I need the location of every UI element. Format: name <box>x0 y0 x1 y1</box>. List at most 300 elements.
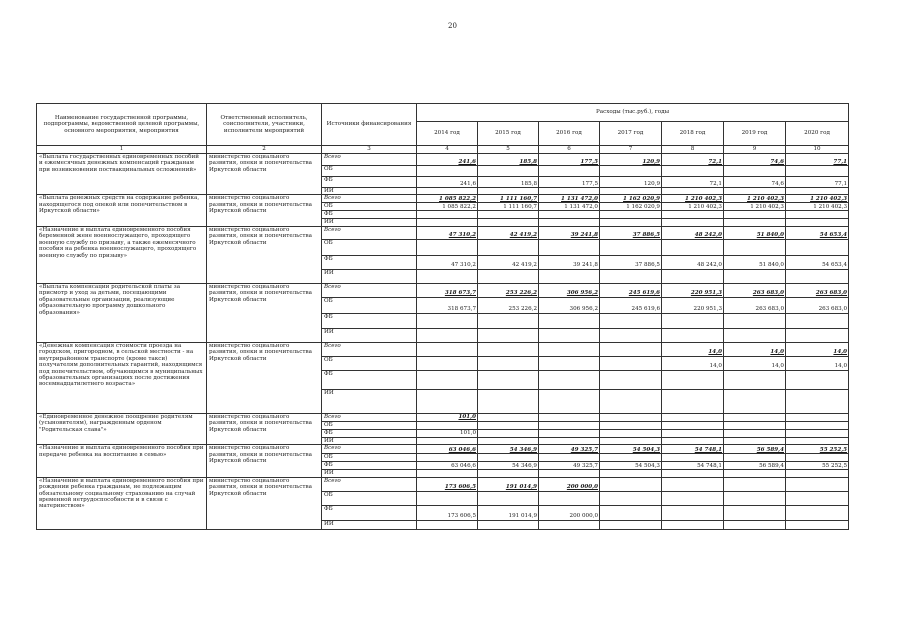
value-cell <box>417 520 478 529</box>
value-cell <box>724 219 786 226</box>
value-cell <box>539 356 600 370</box>
value-cell <box>478 239 539 255</box>
value-cell <box>478 520 539 529</box>
funding-source: Всего <box>322 477 417 491</box>
value-cell <box>786 437 849 444</box>
value-cell <box>600 454 662 462</box>
funding-source: ФБ <box>322 255 417 269</box>
total-value-cell: 185,8 <box>478 154 539 166</box>
value-cell <box>417 421 478 429</box>
value-cell <box>662 219 724 226</box>
value-cell <box>417 211 478 219</box>
value-cell: 191 014,9 <box>478 505 539 520</box>
value-cell: 37 886,5 <box>600 255 662 269</box>
value-cell <box>539 313 600 328</box>
value-cell <box>600 437 662 444</box>
value-cell <box>539 421 600 429</box>
value-cell <box>417 437 478 444</box>
total-value-cell: 51 840,0 <box>724 226 786 239</box>
total-value-cell: 318 673,7 <box>417 283 478 297</box>
total-value-cell <box>539 413 600 421</box>
value-cell <box>724 188 786 195</box>
value-cell <box>600 520 662 529</box>
total-value-cell: 77,1 <box>786 154 849 166</box>
value-cell <box>724 421 786 429</box>
value-cell <box>478 437 539 444</box>
activity-name: «Денежная компенсация стоимости проезда на городском, пригородном, в сельской местности - на внутрирайонном транспорте (кроме такси) получателям дополнительных гарантий, находящимся под попечительством, обучающимся в муниципальных образовательных организациях после достижения восемнадцатилетнего возраста» <box>37 342 207 413</box>
funding-source: ФБ <box>322 177 417 188</box>
value-cell <box>600 188 662 195</box>
value-cell <box>600 211 662 219</box>
value-cell <box>662 239 724 255</box>
value-cell <box>539 219 600 226</box>
funding-source: ИИ <box>322 188 417 195</box>
column-number: 4 <box>417 146 478 154</box>
value-cell <box>724 454 786 462</box>
activity-executor: министерство социального развития, опеки и попечительства Иркутской области <box>207 283 322 342</box>
value-cell <box>417 370 478 389</box>
value-cell <box>478 421 539 429</box>
value-cell <box>662 269 724 283</box>
total-value-cell <box>417 342 478 356</box>
total-value-cell: 74,6 <box>724 154 786 166</box>
total-value-cell: 200 000,0 <box>539 477 600 491</box>
header-year: 2016 год <box>539 122 600 146</box>
total-value-cell: 54 748,1 <box>662 445 724 454</box>
value-cell <box>539 370 600 389</box>
value-cell <box>417 389 478 413</box>
value-cell: 120,9 <box>600 177 662 188</box>
value-cell: 72,1 <box>662 177 724 188</box>
value-cell: 220 951,3 <box>662 297 724 313</box>
funding-source: ИИ <box>322 219 417 226</box>
total-value-cell: 306 956,2 <box>539 283 600 297</box>
total-value-cell: 173 606,5 <box>417 477 478 491</box>
activity-name: «Назначение и выплата единовременного пособия беременной жене военнослужащего, проходящего военную службу по призыву, а также ежемесячного пособия на ребенка военнослужащего, проходящего военную службу по призыву» <box>37 226 207 283</box>
value-cell <box>662 421 724 429</box>
funding-source: Всего <box>322 195 417 203</box>
value-cell: 56 589,4 <box>724 462 786 470</box>
value-cell <box>600 328 662 342</box>
value-cell: 55 252,5 <box>786 462 849 470</box>
column-number: 10 <box>786 146 849 154</box>
value-cell <box>417 491 478 505</box>
value-cell <box>724 470 786 477</box>
value-cell: 63 046,6 <box>417 462 478 470</box>
value-cell: 77,1 <box>786 177 849 188</box>
value-cell <box>600 370 662 389</box>
value-cell <box>786 211 849 219</box>
funding-source: ИИ <box>322 328 417 342</box>
page-number: 20 <box>448 22 457 30</box>
funding-source: ОБ <box>322 166 417 177</box>
activity-name: «Выплата государственных единовременных пособий и ежемесячных денежных компенсаций гражданам при возникновении поствакцинальных осложнений» <box>37 154 207 195</box>
value-cell <box>478 370 539 389</box>
value-cell <box>539 269 600 283</box>
total-value-cell: 14,0 <box>724 342 786 356</box>
value-cell: 1 111 160,7 <box>478 203 539 211</box>
value-cell <box>478 219 539 226</box>
value-cell <box>600 429 662 437</box>
value-cell <box>417 356 478 370</box>
value-cell <box>417 313 478 328</box>
funding-source: Всего <box>322 154 417 166</box>
value-cell <box>478 328 539 342</box>
value-cell <box>786 219 849 226</box>
total-value-cell: 263 683,0 <box>786 283 849 297</box>
value-cell <box>662 328 724 342</box>
total-value-cell: 177,5 <box>539 154 600 166</box>
value-cell: 54 748,1 <box>662 462 724 470</box>
funding-source: ФБ <box>322 462 417 470</box>
value-cell <box>478 491 539 505</box>
value-cell: 1 210 402,3 <box>662 203 724 211</box>
column-number: 2 <box>207 146 322 154</box>
value-cell <box>600 389 662 413</box>
total-value-cell: 14,0 <box>786 342 849 356</box>
value-cell <box>786 239 849 255</box>
value-cell: 306 956,2 <box>539 297 600 313</box>
funding-source: Всего <box>322 283 417 297</box>
value-cell: 47 310,2 <box>417 255 478 269</box>
total-value-cell: 54 504,3 <box>600 445 662 454</box>
value-cell: 253 226,2 <box>478 297 539 313</box>
total-value-cell <box>478 342 539 356</box>
total-value-cell <box>478 413 539 421</box>
value-cell <box>417 188 478 195</box>
funding-source: Всего <box>322 413 417 421</box>
value-cell <box>539 454 600 462</box>
column-number: 8 <box>662 146 724 154</box>
value-cell <box>600 356 662 370</box>
value-cell <box>539 328 600 342</box>
column-number: 3 <box>322 146 417 154</box>
table-row <box>37 154 849 166</box>
value-cell <box>417 470 478 477</box>
value-cell: 49 325,7 <box>539 462 600 470</box>
value-cell: 39 241,8 <box>539 255 600 269</box>
value-cell <box>724 166 786 177</box>
total-value-cell: 1 131 472,0 <box>539 195 600 203</box>
value-cell <box>539 188 600 195</box>
table-row <box>37 195 849 203</box>
funding-source: ФБ <box>322 370 417 389</box>
total-value-cell: 55 252,5 <box>786 445 849 454</box>
value-cell <box>478 313 539 328</box>
value-cell <box>478 166 539 177</box>
funding-source: ФБ <box>322 211 417 219</box>
total-value-cell <box>539 342 600 356</box>
activity-name: «Выплата компенсации родительской платы за присмотр и уход за детьми, посещающими образовательные организации, реализующие образовательную программу дошкольного образования» <box>37 283 207 342</box>
funding-source: ИИ <box>322 520 417 529</box>
value-cell <box>724 269 786 283</box>
value-cell <box>478 211 539 219</box>
value-cell <box>662 188 724 195</box>
header-year: 2020 год <box>786 122 849 146</box>
value-cell: 200 000,0 <box>539 505 600 520</box>
value-cell <box>724 491 786 505</box>
activity-executor: министерство социального развития, опеки и попечительства Иркутской области <box>207 477 322 529</box>
total-value-cell: 14,0 <box>662 342 724 356</box>
value-cell <box>539 389 600 413</box>
funding-source: ОБ <box>322 297 417 313</box>
value-cell: 263 683,0 <box>724 297 786 313</box>
total-value-cell <box>786 477 849 491</box>
value-cell: 42 419,2 <box>478 255 539 269</box>
total-value-cell: 48 242,0 <box>662 226 724 239</box>
total-value-cell: 253 226,2 <box>478 283 539 297</box>
total-value-cell <box>724 477 786 491</box>
total-value-cell: 56 589,4 <box>724 445 786 454</box>
value-cell <box>724 239 786 255</box>
value-cell <box>724 520 786 529</box>
value-cell <box>662 491 724 505</box>
value-cell <box>662 166 724 177</box>
table-body <box>37 104 849 530</box>
header-year: 2014 год <box>417 122 478 146</box>
value-cell <box>478 389 539 413</box>
value-cell <box>539 520 600 529</box>
value-cell <box>600 470 662 477</box>
value-cell: 241,6 <box>417 177 478 188</box>
funding-source: ИИ <box>322 269 417 283</box>
value-cell <box>600 421 662 429</box>
funding-source: ФБ <box>322 313 417 328</box>
value-cell: 1 162 020,9 <box>600 203 662 211</box>
value-cell: 1 210 402,3 <box>786 203 849 211</box>
value-cell: 177,5 <box>539 177 600 188</box>
value-cell: 101,0 <box>417 429 478 437</box>
value-cell <box>417 219 478 226</box>
funding-source: ФБ <box>322 429 417 437</box>
header-year: 2019 год <box>724 122 786 146</box>
total-value-cell: 1 111 160,7 <box>478 195 539 203</box>
funding-source: ОБ <box>322 239 417 255</box>
value-cell <box>539 211 600 219</box>
value-cell <box>662 389 724 413</box>
value-cell: 54 346,9 <box>478 462 539 470</box>
activity-executor: министерство социального развития, опеки и попечительства Иркутской области <box>207 154 322 195</box>
value-cell: 48 242,0 <box>662 255 724 269</box>
value-cell <box>662 429 724 437</box>
value-cell <box>786 188 849 195</box>
value-cell <box>539 437 600 444</box>
total-value-cell: 263 683,0 <box>724 283 786 297</box>
activity-name: «Назначение и выплата единовременного пособия при передаче ребенка на воспитание в семью» <box>37 445 207 477</box>
value-cell <box>724 389 786 413</box>
value-cell <box>724 505 786 520</box>
value-cell <box>600 505 662 520</box>
value-cell <box>662 454 724 462</box>
total-value-cell <box>662 477 724 491</box>
total-value-cell: 1 162 020,9 <box>600 195 662 203</box>
total-value-cell: 120,9 <box>600 154 662 166</box>
header-year: 2018 год <box>662 122 724 146</box>
value-cell <box>786 421 849 429</box>
value-cell: 318 673,7 <box>417 297 478 313</box>
header-name: Наименование государственной программы, подпрограммы, ведомственной целевой программы, основного мероприятия, мероприятия <box>37 104 207 146</box>
value-cell: 185,8 <box>478 177 539 188</box>
value-cell <box>724 313 786 328</box>
funding-source: ОБ <box>322 454 417 462</box>
value-cell <box>724 211 786 219</box>
table-row <box>37 413 849 421</box>
value-cell <box>662 313 724 328</box>
value-cell: 14,0 <box>786 356 849 370</box>
value-cell <box>786 389 849 413</box>
funding-source: ОБ <box>322 356 417 370</box>
value-cell <box>786 491 849 505</box>
value-cell <box>662 437 724 444</box>
activity-executor: министерство социального развития, опеки и попечительства Иркутской области <box>207 445 322 477</box>
value-cell <box>539 429 600 437</box>
value-cell <box>786 328 849 342</box>
total-value-cell: 42 419,2 <box>478 226 539 239</box>
total-value-cell: 241,6 <box>417 154 478 166</box>
value-cell: 1 210 402,3 <box>724 203 786 211</box>
value-cell <box>539 491 600 505</box>
value-cell <box>786 520 849 529</box>
value-cell <box>539 166 600 177</box>
activity-executor: министерство социального развития, опеки и попечительства Иркутской области <box>207 195 322 226</box>
value-cell: 263 683,0 <box>786 297 849 313</box>
column-number: 6 <box>539 146 600 154</box>
activity-name: «Выплата денежных средств на содержание ребенка, находящегося под опекой или попечительством в Иркутской области» <box>37 195 207 226</box>
value-cell <box>417 239 478 255</box>
activity-executor: министерство социального развития, опеки и попечительства Иркутской области <box>207 413 322 444</box>
value-cell <box>417 454 478 462</box>
total-value-cell: 101,0 <box>417 413 478 421</box>
value-cell <box>539 470 600 477</box>
total-value-cell: 54 346,9 <box>478 445 539 454</box>
total-value-cell <box>724 413 786 421</box>
total-value-cell <box>786 413 849 421</box>
value-cell: 14,0 <box>724 356 786 370</box>
header-numbers-row <box>37 146 849 154</box>
value-cell <box>600 239 662 255</box>
total-value-cell: 245 619,6 <box>600 283 662 297</box>
value-cell <box>478 269 539 283</box>
funding-source: ОБ <box>322 203 417 211</box>
table-row <box>37 445 849 454</box>
funding-source: Всего <box>322 226 417 239</box>
value-cell: 54 504,3 <box>600 462 662 470</box>
header-executor: Ответственный исполнитель, соисполнители, участники, исполнители мероприятий <box>207 104 322 146</box>
value-cell <box>662 520 724 529</box>
total-value-cell: 220 951,3 <box>662 283 724 297</box>
column-number: 7 <box>600 146 662 154</box>
value-cell: 74,6 <box>724 177 786 188</box>
header-year: 2015 год <box>478 122 539 146</box>
total-value-cell: 1 210 402,3 <box>662 195 724 203</box>
value-cell <box>786 370 849 389</box>
value-cell <box>600 269 662 283</box>
value-cell <box>417 269 478 283</box>
value-cell: 51 840,0 <box>724 255 786 269</box>
funding-source: Всего <box>322 342 417 356</box>
value-cell: 1 131 472,0 <box>539 203 600 211</box>
header-year: 2017 год <box>600 122 662 146</box>
table-row <box>37 477 849 491</box>
total-value-cell: 72,1 <box>662 154 724 166</box>
value-cell <box>662 211 724 219</box>
activity-name: «Назначение и выплата единовременного пособия при рождении ребенка гражданам, не подлежащим обязательному социальному страхованию на случай временной нетрудоспособности и в связи с материнством» <box>37 477 207 529</box>
total-value-cell <box>662 413 724 421</box>
total-value-cell: 39 241,8 <box>539 226 600 239</box>
value-cell <box>786 313 849 328</box>
value-cell <box>600 491 662 505</box>
header-source: Источники финансирования <box>322 104 417 146</box>
value-cell <box>786 269 849 283</box>
value-cell <box>539 239 600 255</box>
activity-name: «Единовременное денежное поощрение родителям (усыновителям), награжденным орденом "Родительская слава"» <box>37 413 207 444</box>
funding-source: Всего <box>322 445 417 454</box>
value-cell <box>417 328 478 342</box>
column-number: 1 <box>37 146 207 154</box>
total-value-cell: 1 210 402,3 <box>786 195 849 203</box>
value-cell: 173 606,5 <box>417 505 478 520</box>
funding-source: ИИ <box>322 437 417 444</box>
value-cell: 1 085 822,2 <box>417 203 478 211</box>
total-value-cell: 191 014,9 <box>478 477 539 491</box>
value-cell <box>786 505 849 520</box>
value-cell <box>662 470 724 477</box>
value-cell <box>417 166 478 177</box>
total-value-cell: 1 085 822,2 <box>417 195 478 203</box>
value-cell: 245 619,6 <box>600 297 662 313</box>
activity-executor: министерство социального развития, опеки и попечительства Иркутской области <box>207 342 322 413</box>
total-value-cell: 1 210 402,3 <box>724 195 786 203</box>
column-number: 9 <box>724 146 786 154</box>
value-cell <box>600 219 662 226</box>
value-cell <box>662 370 724 389</box>
value-cell <box>600 313 662 328</box>
column-number: 5 <box>478 146 539 154</box>
funding-source: ИИ <box>322 389 417 413</box>
value-cell <box>724 328 786 342</box>
value-cell: 14,0 <box>662 356 724 370</box>
total-value-cell <box>600 342 662 356</box>
value-cell: 54 653,4 <box>786 255 849 269</box>
funding-source: ОБ <box>322 421 417 429</box>
total-value-cell: 37 886,5 <box>600 226 662 239</box>
value-cell <box>786 470 849 477</box>
activity-executor: министерство социального развития, опеки и попечительства Иркутской области <box>207 226 322 283</box>
value-cell <box>478 470 539 477</box>
funding-source: ИИ <box>322 470 417 477</box>
value-cell <box>786 429 849 437</box>
value-cell <box>662 505 724 520</box>
total-value-cell: 63 046,6 <box>417 445 478 454</box>
table-row <box>37 226 849 239</box>
total-value-cell: 49 325,7 <box>539 445 600 454</box>
funding-source: ОБ <box>322 491 417 505</box>
total-value-cell <box>600 413 662 421</box>
total-value-cell <box>600 477 662 491</box>
value-cell <box>724 429 786 437</box>
value-cell <box>478 356 539 370</box>
value-cell <box>600 166 662 177</box>
value-cell <box>478 188 539 195</box>
value-cell <box>724 370 786 389</box>
funding-source: ФБ <box>322 505 417 520</box>
table-row <box>37 283 849 297</box>
total-value-cell: 54 653,4 <box>786 226 849 239</box>
value-cell <box>478 429 539 437</box>
table-row <box>37 342 849 356</box>
value-cell <box>478 454 539 462</box>
value-cell <box>724 437 786 444</box>
